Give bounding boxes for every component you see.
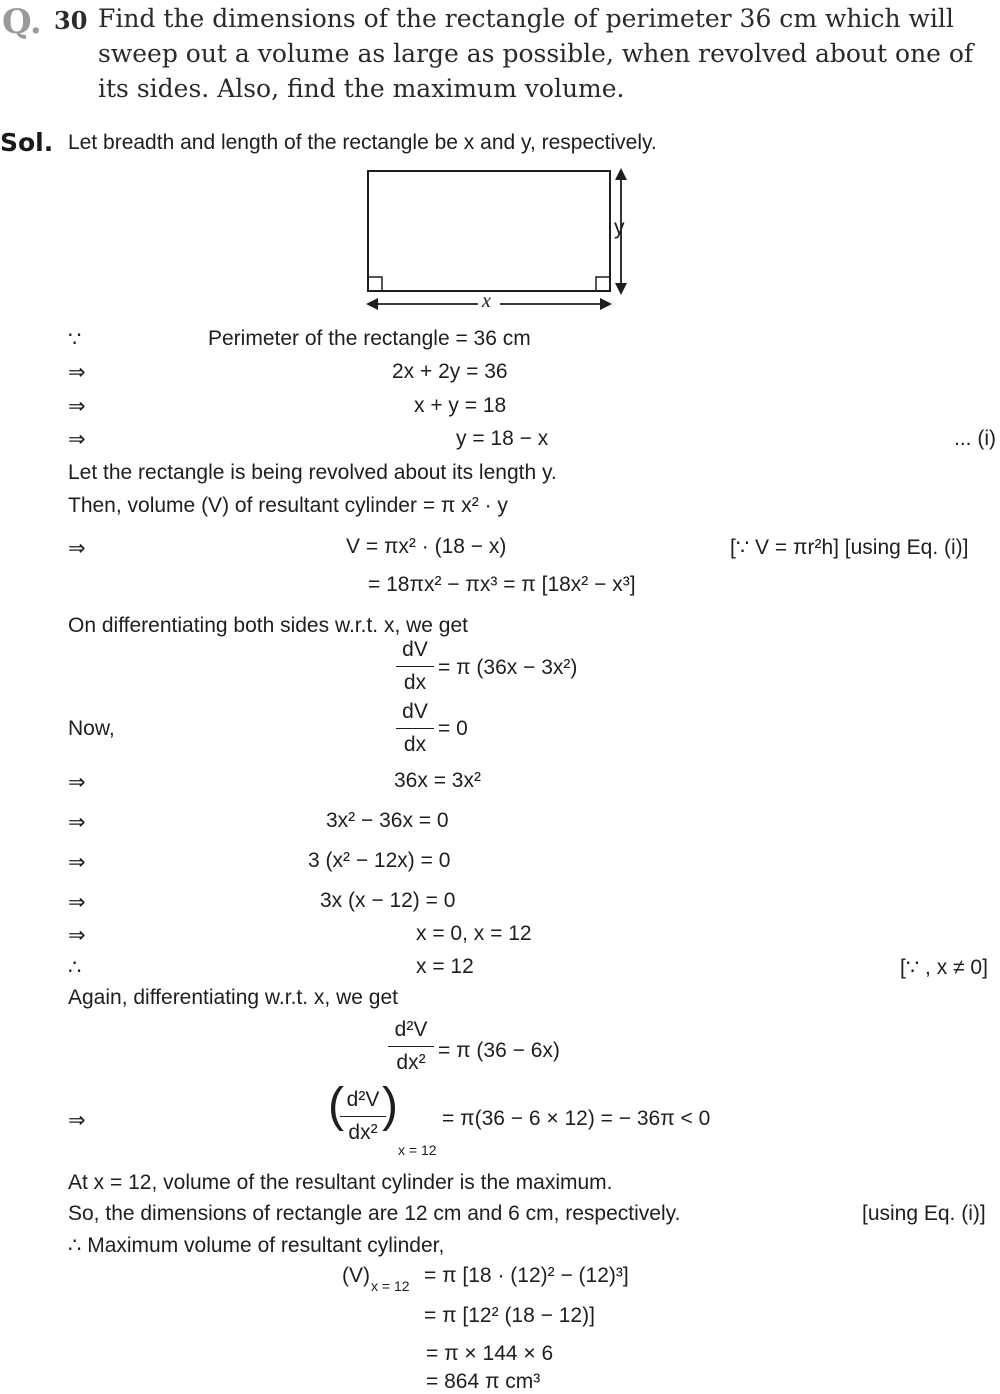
width-arrow-right [600,298,612,310]
d2v-denominator: dx² [348,1121,378,1144]
right-angle-left [368,277,382,291]
dv-zero-rhs: = 0 [438,717,468,740]
max-volume-text: ∴ Maximum volume of resultant cylinder, [68,1234,445,1257]
volume-formula-note: [∵ V = πr²h] [using Eq. (i)] [730,536,969,559]
equation-2x-2y: 2x + 2y = 36 [392,360,508,383]
therefore-symbol: ∴ [68,956,82,979]
dimensions-note: [using Eq. (i)] [862,1202,986,1225]
max-volume-step-1: = π [18 · (12)² − (12)³] [424,1264,629,1287]
figure-height-label: y [614,216,625,239]
implies-symbol: ⇒ [68,395,86,418]
d2v-subscript: x = 12 [398,1142,437,1158]
equation-y-value: y = 18 − x [456,427,549,450]
max-volume-lhs: (V) [342,1264,370,1287]
equation-x-plus-y: x + y = 18 [414,394,507,417]
d2v-denominator: dx² [396,1051,426,1074]
dv-numerator: dV [402,700,428,723]
dv-denominator: dx [403,671,427,694]
implies-symbol: ⇒ [68,428,86,451]
differentiate-text: On differentiating both sides w.r.t. x, we get [68,614,469,637]
width-arrow-left [366,298,378,310]
because-symbol: ∵ [68,328,82,351]
again-text: Again, differentiating w.r.t. x, we get [68,986,398,1009]
implies-symbol: ⇒ [68,361,86,384]
step-6-note: [∵ , x ≠ 0] [900,956,988,979]
question-line-3: its sides. Also, find the maximum volume. [98,74,625,103]
dv-numerator: dV [402,638,428,661]
height-arrow-bottom [615,283,627,295]
implies-symbol: ⇒ [68,771,86,794]
max-volume-result: = 864 π cm³ [426,1370,541,1393]
d2v-dx2-fraction-eval [340,1088,386,1145]
height-arrow-top [615,168,627,180]
solution-label: Sol. [0,128,54,157]
volume-text: Then, volume (V) of resultant cylinder = π x² · y [68,494,508,517]
right-paren: ) [382,1079,398,1132]
dv-dx-fraction [396,638,434,695]
figure-width-label: x [482,290,491,312]
step-1: 36x = 3x² [394,769,481,792]
left-paren: ( [328,1079,344,1132]
perimeter-line: Perimeter of the rectangle = 36 cm [208,327,531,350]
dv-dx-rhs: = π (36x − 3x²) [438,656,578,679]
step-4: 3x (x − 12) = 0 [320,889,456,912]
implies-symbol: ⇒ [68,811,86,834]
equation-tag-i: ... (i) [954,427,996,450]
d2v-numerator: d²V [346,1088,380,1111]
dv-dx-fraction-zero [396,700,434,757]
question-mark: Q. [2,2,42,42]
maximum-text: At x = 12, volume of the resultant cylinder is the maximum. [68,1171,613,1194]
implies-symbol: ⇒ [68,891,86,914]
rectangle-shape [368,171,610,291]
dv-denominator: dx [403,733,427,756]
rectangle-figure [360,164,640,314]
volume-equation-2: = 18πx² − πx³ = π [18x² − x³] [368,573,636,596]
step-2: 3x² − 36x = 0 [326,809,449,832]
max-volume-step-2: = π [12² (18 − 12)] [424,1304,595,1327]
dimensions-text: So, the dimensions of rectangle are 12 cm and 6 cm, respectively. [68,1202,681,1225]
step-6: x = 12 [416,955,474,978]
d2v-dx2-fraction [388,1018,434,1075]
max-volume-subscript: x = 12 [371,1278,410,1294]
question-number: 30 [54,6,88,35]
implies-symbol: ⇒ [68,1109,86,1132]
question-line-1: Find the dimensions of the rectangle of perimeter 36 cm which will [98,4,954,33]
solution-intro: Let breadth and length of the rectangle be x and y, respectively. [68,131,657,154]
implies-symbol: ⇒ [68,851,86,874]
max-volume-step-3: = π × 144 × 6 [426,1342,554,1365]
d2v-numerator: d²V [394,1018,428,1041]
volume-equation-1: V = πx² · (18 − x) [346,535,507,558]
implies-symbol: ⇒ [68,537,86,560]
d2v-evaluation: = π(36 − 6 × 12) = − 36π < 0 [442,1107,711,1130]
now-label: Now, [68,717,115,740]
implies-symbol: ⇒ [68,924,86,947]
d2v-dx2-rhs: = π (36 − 6x) [438,1039,560,1062]
question-line-2: sweep out a volume as large as possible, when revolved about one of [98,39,974,68]
step-5: x = 0, x = 12 [416,922,532,945]
revolve-text: Let the rectangle is being revolved about its length y. [68,461,557,484]
right-angle-right [596,277,610,291]
step-3: 3 (x² − 12x) = 0 [308,849,451,872]
